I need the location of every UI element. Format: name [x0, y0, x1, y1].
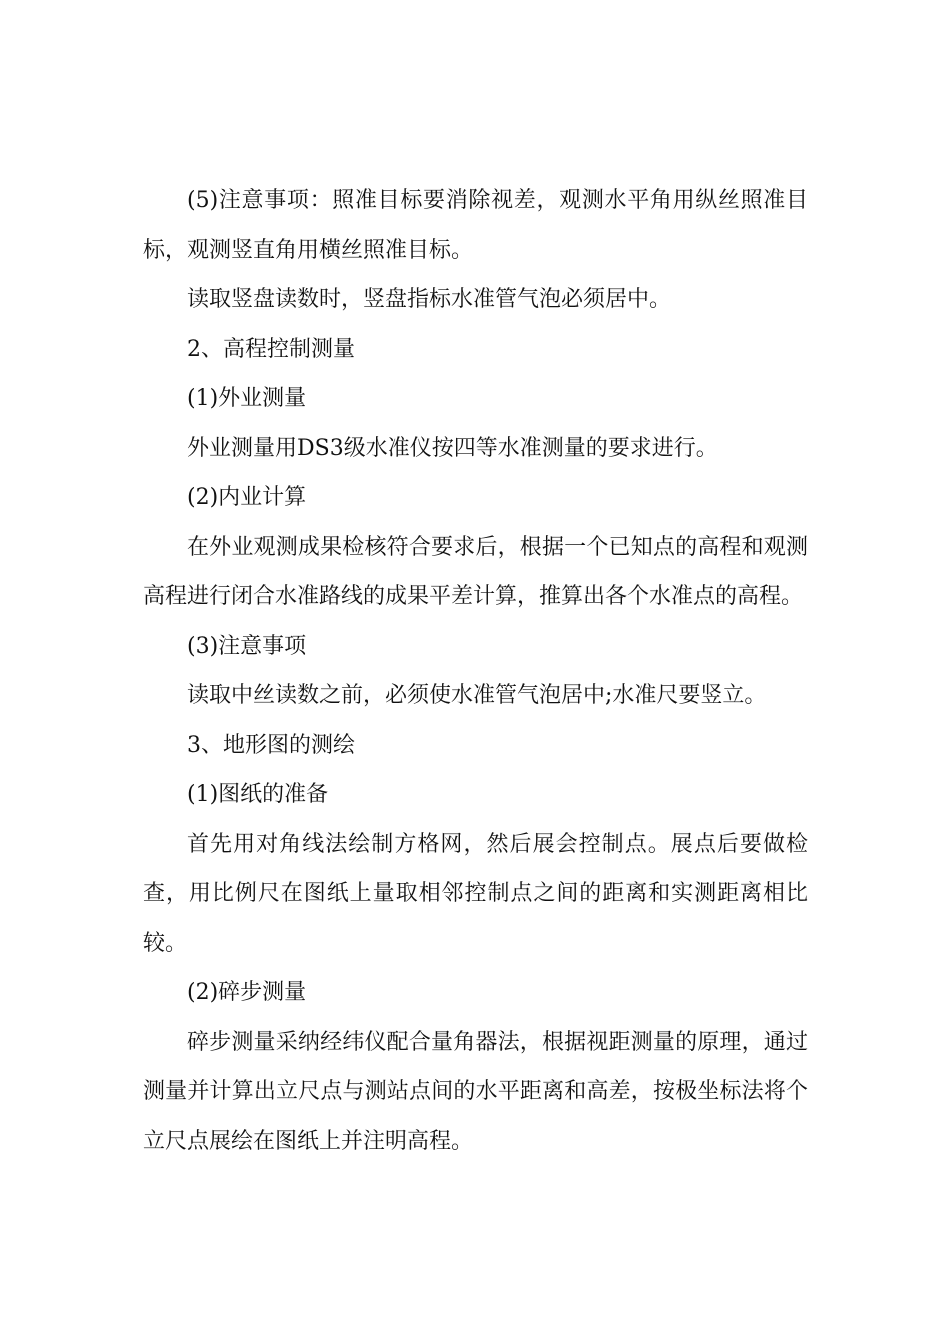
paragraph-office-calculation: 在外业观测成果检核符合要求后，根据一个已知点的高程和观测高程进行闭合水准路线的成果平差计算，推算出各个水准点的高程。 [143, 534, 808, 609]
subheading-drawing-preparation: (1)图纸的准备 [187, 782, 329, 807]
section-heading-topographic-mapping: 3、地形图的测绘 [187, 732, 355, 758]
paragraph-detail-survey: 碎步测量采纳经纬仪配合量角器法，根据视距测量的原理，通过测量并计算出立尺点与测站点间的水平距离和高差，按极坐标法将个立尺点展绘在图纸上并注明高程。 [143, 1029, 808, 1154]
paragraph-notes-angle-observation: (5)注意事项：照准目标要消除视差，观测水平角用纵丝照准目标，观测竖直角用横丝照准目标。 [143, 188, 808, 263]
paragraph-field-survey: 外业测量用DS3级水准仪按四等水准测量的要求进行。 [187, 435, 718, 461]
paragraph-drawing-preparation: 首先用对角线法绘制方格网，然后展会控制点。展点后要做检查，用比例尺在图纸上量取相邻控制点之间的距离和实测距离相比较。 [143, 831, 808, 956]
document-body [143, 176, 808, 1166]
subheading-precautions: (3)注意事项 [187, 633, 307, 659]
section-heading-elevation-control: 2、高程控制测量 [187, 336, 355, 362]
paragraph-precautions: 读取中丝读数之前，必须使水准管气泡居中;水准尺要竖立。 [187, 683, 767, 708]
paragraph-vertical-circle-reading: 读取竖盘读数时，竖盘指标水准管气泡必须居中。 [187, 287, 672, 312]
subheading-field-survey: (1)外业测量 [187, 386, 307, 411]
subheading-detail-survey: (2)碎步测量 [187, 980, 307, 1005]
subheading-office-calculation: (2)内业计算 [187, 485, 307, 510]
